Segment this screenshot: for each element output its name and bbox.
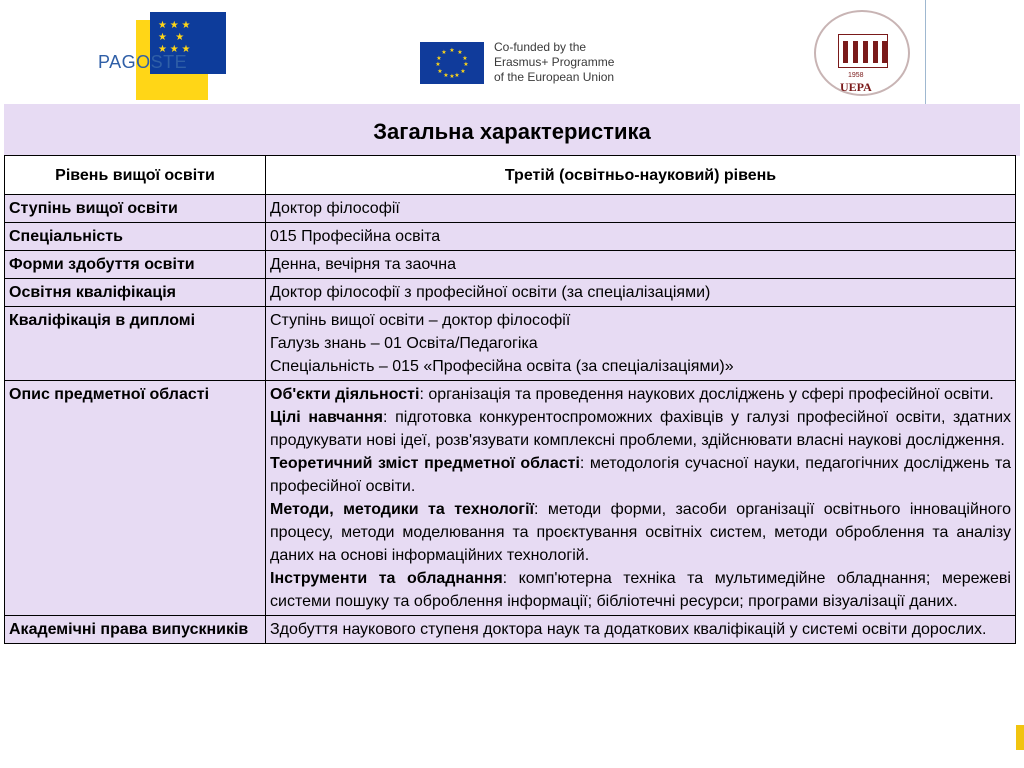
eu-cofunded-text: Co-funded by the Erasmus+ Programme of the European Union <box>494 40 615 84</box>
paragraph: Теоретичний зміст предметної області: методологія сучасної науки, педагогічних досліджень та професійної освіти. <box>270 455 1011 495</box>
svg-text:★: ★ <box>460 68 466 75</box>
svg-text:★: ★ <box>441 49 447 56</box>
svg-text:★: ★ <box>454 72 460 79</box>
table-header-row <box>5 156 1016 195</box>
svg-text:★: ★ <box>436 55 442 62</box>
svg-text:★: ★ <box>443 72 449 79</box>
page-title: Загальна характеристика <box>373 119 651 144</box>
pagoste-logo <box>96 12 228 100</box>
building-icon <box>838 34 888 68</box>
svg-text:★: ★ <box>457 49 463 56</box>
pagoste-logo-text: PAGOSTE <box>98 52 188 72</box>
paragraph: Об'єкти діяльності: організація та проведення наукових досліджень у сфері професійної освіти. <box>270 386 994 403</box>
uepa-logo-text: UEPA <box>840 80 872 94</box>
svg-text:★: ★ <box>463 61 469 68</box>
characteristics-table <box>4 155 1016 644</box>
svg-text:★: ★ <box>462 55 468 62</box>
eu-stars-icon: ★ ★ ★ ★ ★ ★ ★ ★ <box>158 20 191 55</box>
svg-text:★: ★ <box>449 73 455 80</box>
header-value-cell: Третій (освітньо-науковий) рівень <box>266 156 1016 195</box>
title-band <box>4 104 1020 156</box>
table-row: Ступінь вищої освіти Доктор філософії <box>5 195 1016 223</box>
edge-badge <box>1016 725 1024 750</box>
header-label-cell: Рівень вищої освіти <box>5 156 266 195</box>
svg-text:★: ★ <box>435 61 441 68</box>
eu-flag-icon <box>420 42 484 84</box>
table-row: Опис предметної області Об'єкти діяльності: організація та проведення наукових досліджень у сфері професійної освіти. Цілі навчання: підготовка конкурентоспроможних фахівців у галузі професійної освіти, здатних продукувати нові ідеї, розв'язувати комплексні проблеми, здійснювати власні наукові дослідження. Теоретичний зміст предметної області: методологія сучасної науки, педагогічних досліджень та професійної освіти. Методи, методики та технології: методи форми, засоби організації освітнього інноваційного процесу, методи моделювання та проєктування освітніх систем, методи оброблення та аналізу даних на основі інформаційних технологій. Інструменти та обладнання: комп'ютерна техніка та мультимедійне обладнання; мережеві системи пошуку та оброблення інформації; бібліотечні ресурси; програми візуалізації даних. <box>5 381 1016 616</box>
table-row: Форми здобуття освіти Денна, вечірня та заочна <box>5 251 1016 279</box>
svg-text:★: ★ <box>449 47 455 54</box>
table-row: Спеціальність 015 Професійна освіта <box>5 223 1016 251</box>
uepa-logo: 1958 UEPA <box>812 8 912 100</box>
table-row: Академічні права випускників Здобуття наукового ступеня доктора наук та додаткових кваліфікацій у системі освіти дорослих. <box>5 616 1016 644</box>
table-row: Кваліфікація в дипломі Ступінь вищої освіти – доктор філософії Галузь знань – 01 Освіта/Педагогіка Спеціальність – 015 «Професійна освіта (за спеціалізаціями)» <box>5 307 1016 381</box>
paragraph: Інструменти та обладнання: комп'ютерна техніка та мультимедійне обладнання; мережеві системи пошуку та оброблення інформації; бібліотечні ресурси; програми візуалізації даних. <box>270 570 1011 610</box>
paragraph: Цілі навчання: підготовка конкурентоспроможних фахівців у галузі професійної освіти, здатних продукувати нові ідеї, розв'язувати комплексні проблеми, здійснювати власні наукові дослідження. <box>270 409 1012 449</box>
table-row: Освітня кваліфікація Доктор філософії з професійної освіти (за спеціалізаціями) <box>5 279 1016 307</box>
svg-text:★: ★ <box>437 68 443 75</box>
paragraph: Методи, методики та технології: методи форми, засоби організації освітнього інноваційного процесу, методи моделювання та проєктування освітніх систем, методи оброблення та аналізу даних на основі інформаційних технологій. <box>270 501 1011 564</box>
